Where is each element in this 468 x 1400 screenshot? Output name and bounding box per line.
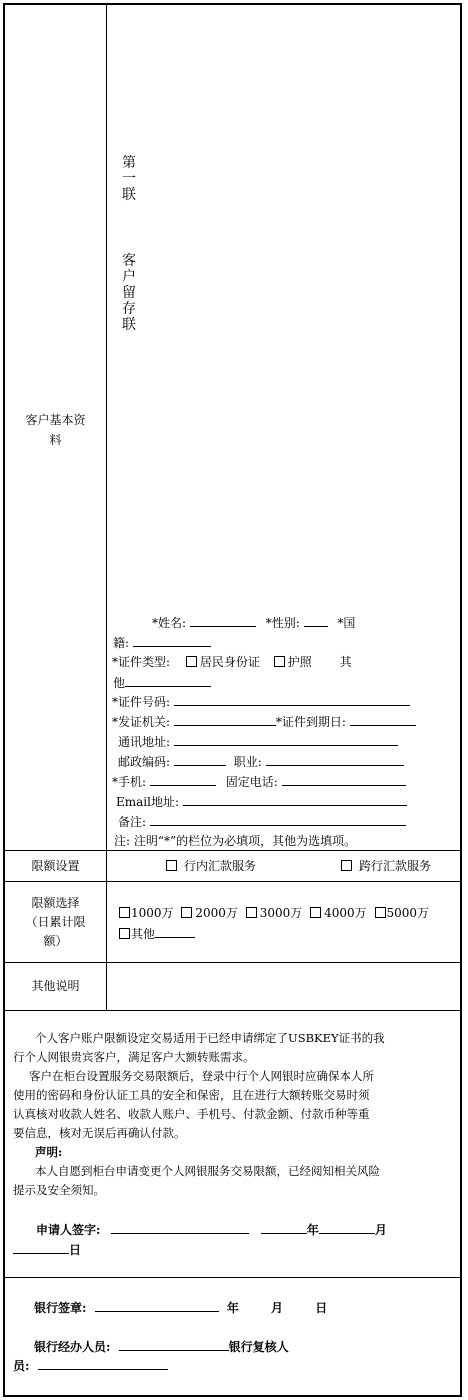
applicant-signature: 申请人签字: 年 月	[36, 1223, 387, 1237]
checkbox-passport[interactable]	[274, 656, 285, 667]
nationality-label: *国	[337, 616, 356, 630]
required-note: 注: 注明“*”的栏位为必填项，其他为选填项。	[114, 834, 357, 848]
option-intra-bank[interactable]: 行内汇款服务	[166, 859, 256, 873]
checkbox-limit-2000[interactable]	[181, 907, 192, 918]
nationality-input[interactable]	[133, 635, 211, 647]
issuer-field[interactable]: *发证机关: *证件到期日:	[112, 714, 416, 729]
checkbox-resident-id[interactable]	[186, 656, 197, 667]
label-limit-select: 限额选择 （日累计限 额）	[25, 896, 86, 948]
label-basic-info: 客户基本资 料	[25, 413, 86, 447]
postcode-input[interactable]	[174, 754, 226, 766]
applicant-day-input[interactable]	[13, 1242, 69, 1254]
applicant-month-input[interactable]	[319, 1222, 375, 1234]
label-limit-settings: 限额设置	[31, 859, 80, 873]
declaration-text: 个人客户账户限额设定交易适用于已经申请绑定了USBKEY证书的我 行个人网银贵宾客户，满足客户大额转账需求。 客户在柜台设置服务交易限额后，登录中行个人网银时应确保本人所 使用的密码和身份认证工具的安全和保密，且在进行大额转账交易时须 认真核对收款人姓名、收款人账户、手机号、付款金额、付款币种等重 要信息，核对无误后再确认付款。 声明: 本人自愿到柜台申请变更个人网银服务交易限额，已经阅知相关风险 提示及安全须知。	[13, 1031, 385, 1197]
copy-name-label: 客 户 留 存 联	[122, 253, 136, 333]
checkbox-inter-bank[interactable]	[341, 860, 352, 871]
applicant-signature-input[interactable]	[111, 1222, 249, 1234]
bank-handler-input[interactable]	[119, 1339, 229, 1351]
limit-options: 1000万 2000万 3000万 4000万 5000万	[119, 906, 429, 920]
nationality-field[interactable]: 籍:	[113, 635, 211, 650]
email-input[interactable]	[183, 794, 407, 806]
label-other: 其他说明	[31, 979, 80, 993]
name-label: *姓名:	[152, 616, 187, 630]
checkbox-limit-3000[interactable]	[246, 907, 257, 918]
id-number-input[interactable]	[174, 694, 410, 706]
name-field[interactable]	[152, 615, 355, 630]
address-input[interactable]	[174, 734, 398, 746]
expiry-label: *证件到期日:	[275, 715, 346, 729]
checkbox-limit-4000[interactable]	[310, 907, 321, 918]
bank-reviewer: 员:	[13, 1358, 168, 1373]
copy-number-label: 第 一 联	[122, 155, 136, 203]
id-type-label: *证件类型:	[112, 655, 171, 669]
id-type-field: *证件类型: 居民身份证 护照 其	[112, 655, 352, 669]
applicant-year-input[interactable]	[261, 1222, 307, 1234]
checkbox-limit-5000[interactable]	[375, 907, 386, 918]
postcode-field[interactable]: 邮政编码: 职业:	[118, 754, 404, 769]
id-number-field[interactable]: *证件号码:	[112, 694, 410, 709]
option-inter-bank[interactable]: 跨行汇款服务	[341, 859, 431, 873]
bank-seal-input[interactable]	[95, 1300, 219, 1312]
id-other-label: 其	[339, 655, 352, 669]
gender-label: *性别:	[265, 616, 300, 630]
statement-title: 声明:	[35, 1145, 63, 1159]
bank-handler: 银行经办人员: 银行复核人	[34, 1340, 289, 1354]
id-other-input[interactable]	[125, 675, 211, 687]
gender-input[interactable]	[304, 615, 328, 627]
checkbox-limit-1000[interactable]	[119, 907, 130, 918]
checkbox-limit-other[interactable]	[119, 928, 130, 939]
mobile-input[interactable]	[150, 774, 216, 786]
bank-reviewer-input[interactable]	[38, 1358, 168, 1370]
limit-other[interactable]: 其他	[119, 926, 195, 941]
limit-other-input[interactable]	[155, 926, 195, 938]
id-other-field[interactable]: 他	[113, 675, 211, 690]
mobile-field[interactable]: *手机: 固定电话:	[112, 774, 406, 789]
remark-input[interactable]	[150, 814, 406, 826]
name-input[interactable]	[190, 615, 256, 627]
applicant-day: 日	[13, 1242, 81, 1257]
other-remarks-input[interactable]	[108, 964, 458, 1008]
checkbox-intra-bank[interactable]	[166, 860, 177, 871]
bank-seal: 银行签章: 年 月 日	[34, 1301, 328, 1315]
occupation-label: 职业:	[233, 755, 262, 769]
occupation-input[interactable]	[266, 754, 404, 766]
address-field[interactable]: 通讯地址:	[118, 734, 398, 749]
expiry-input[interactable]	[350, 714, 416, 726]
issuer-input[interactable]	[174, 714, 276, 726]
phone-input[interactable]	[282, 774, 406, 786]
remark-field[interactable]: 备注:	[118, 814, 406, 829]
phone-label: 固定电话:	[225, 775, 278, 789]
email-field[interactable]: Email地址:	[116, 794, 407, 809]
